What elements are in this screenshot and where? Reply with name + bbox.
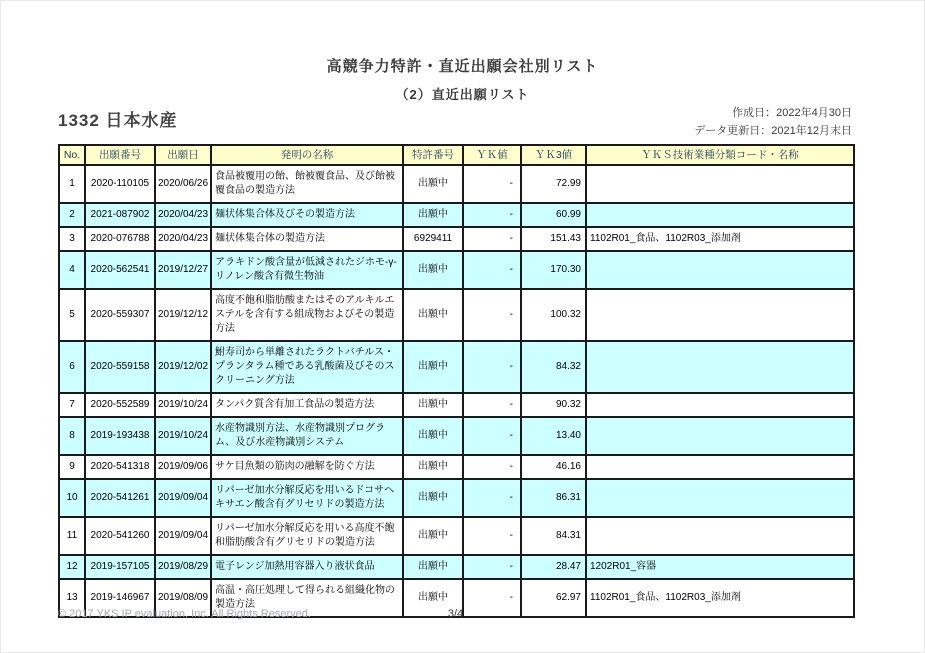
patent-number-cell: 出願中 [403, 165, 463, 203]
invention-title-cell: アラキドン酸含量が低減されたジホモ-γ-リノレン酸含有微生物油 [211, 251, 403, 289]
application-number-cell: 2021-087902 [85, 203, 155, 227]
yk-value-cell: - [463, 555, 521, 579]
column-header-application-number: 出願番号 [85, 145, 155, 165]
column-header-application-date: 出願日 [155, 145, 211, 165]
application-date-cell: 2019/08/09 [155, 579, 211, 617]
invention-title-cell: リパーゼ加水分解反応を用いるドコサヘキサエン酸含有グリセリドの製造方法 [211, 479, 403, 517]
yk-value-cell: - [463, 227, 521, 251]
category-cell [586, 165, 854, 203]
column-header-yk3-value: ＹＫ3値 [521, 145, 586, 165]
application-date-cell: 2020/04/23 [155, 203, 211, 227]
application-number-cell: 2020-559158 [85, 341, 155, 393]
row-number-cell: 11 [59, 517, 85, 555]
patent-row [59, 555, 854, 579]
patent-row [59, 455, 854, 479]
row-number-cell: 8 [59, 417, 85, 455]
invention-title-cell: サケ目魚類の筋肉の融解を防ぐ方法 [211, 455, 403, 479]
company-heading: 1332 日本水産 [58, 111, 178, 130]
page-subtitle: （2）直近出願リスト [395, 87, 530, 102]
yk-value-cell: - [463, 251, 521, 289]
application-number-cell: 2019-193438 [85, 417, 155, 455]
invention-title-cell: 高度不飽和脂肪酸またはそのアルキルエステルを含有する組成物およびその製造方法 [211, 289, 403, 341]
row-number-cell: 5 [59, 289, 85, 341]
yk-value-cell: - [463, 517, 521, 555]
patent-row [59, 479, 854, 517]
application-number-cell: 2019-157105 [85, 555, 155, 579]
category-cell [586, 455, 854, 479]
yk3-value-cell: 170.30 [521, 251, 586, 289]
column-header-patent-number: 特許番号 [403, 145, 463, 165]
yk-value-cell: - [463, 165, 521, 203]
patent-row [59, 393, 854, 417]
page-number: 3/4 [447, 608, 464, 620]
patent-row [59, 341, 854, 393]
invention-title-cell: タンパク質含有加工食品の製造方法 [211, 393, 403, 417]
yk3-value-cell: 151.43 [521, 227, 586, 251]
yk3-value-cell: 72.99 [521, 165, 586, 203]
patent-number-cell: 出願中 [403, 517, 463, 555]
application-number-cell: 2020-541318 [85, 455, 155, 479]
patent-number-cell: 出願中 [403, 479, 463, 517]
column-header-yk-value: ＹＫ値 [463, 145, 521, 165]
yk-value-cell: - [463, 417, 521, 455]
application-number-cell: 2020-541261 [85, 479, 155, 517]
yk-value-cell: - [463, 289, 521, 341]
page-title: 高競争力特許・直近出願会社別リスト [326, 58, 599, 75]
row-number-cell: 9 [59, 455, 85, 479]
row-number-cell: 12 [59, 555, 85, 579]
application-number-cell: 2020-076788 [85, 227, 155, 251]
category-cell [586, 289, 854, 341]
yk-value-cell: - [463, 203, 521, 227]
yk3-value-cell: 46.16 [521, 455, 586, 479]
application-number-cell: 2020-110105 [85, 165, 155, 203]
patent-row [59, 227, 854, 251]
yk3-value-cell: 84.31 [521, 517, 586, 555]
yk3-value-cell: 100.32 [521, 289, 586, 341]
patent-row [59, 165, 854, 203]
application-date-cell: 2019/09/04 [155, 517, 211, 555]
yk3-value-cell: 62.97 [521, 579, 586, 617]
application-number-cell: 2020-559307 [85, 289, 155, 341]
yk3-value-cell: 28.47 [521, 555, 586, 579]
patent-number-cell: 出願中 [403, 289, 463, 341]
yk3-value-cell: 60.99 [521, 203, 586, 227]
patent-number-cell: 出願中 [403, 555, 463, 579]
category-cell: 1102R01_食品、1102R03_添加剤 [586, 579, 854, 617]
yk-value-cell: - [463, 579, 521, 617]
row-number-cell: 7 [59, 393, 85, 417]
application-date-cell: 2019/09/06 [155, 455, 211, 479]
invention-title-cell: 麺状体集合体及びその製造方法 [211, 203, 403, 227]
patent-number-cell: 出願中 [403, 579, 463, 617]
yk3-value-cell: 84.32 [521, 341, 586, 393]
invention-title-cell: 高温・高圧処理して得られる組織化物の製造方法 [211, 579, 403, 617]
application-number-cell: 2020-541260 [85, 517, 155, 555]
row-number-cell: 6 [59, 341, 85, 393]
category-cell [586, 517, 854, 555]
patent-number-cell: 出願中 [403, 455, 463, 479]
yk-value-cell: - [463, 341, 521, 393]
patent-row [59, 289, 854, 341]
row-number-cell: 10 [59, 479, 85, 517]
yk-value-cell: - [463, 479, 521, 517]
category-cell [586, 479, 854, 517]
patent-number-cell: 出願中 [403, 203, 463, 227]
row-number-cell: 2 [59, 203, 85, 227]
application-date-cell: 2019/10/24 [155, 417, 211, 455]
yk-value-cell: - [463, 455, 521, 479]
column-header-invention-title: 発明の名称 [211, 145, 403, 165]
patent-number-cell: 6929411 [403, 227, 463, 251]
invention-title-cell: リパーゼ加水分解反応を用いる高度不飽和脂肪酸含有グリセリドの製造方法 [211, 517, 403, 555]
category-cell [586, 341, 854, 393]
report-meta [694, 104, 852, 140]
patent-number-cell: 出願中 [403, 251, 463, 289]
application-number-cell: 2020-552589 [85, 393, 155, 417]
row-number-cell: 3 [59, 227, 85, 251]
column-header-category-code: ＹＫＳ技術業種分類コード・名称 [586, 145, 854, 165]
application-date-cell: 2019/09/04 [155, 479, 211, 517]
table-header [59, 145, 854, 165]
application-date-cell: 2019/08/29 [155, 555, 211, 579]
invention-title-cell: 麺状体集合体の製造方法 [211, 227, 403, 251]
row-number-cell: 13 [59, 579, 85, 617]
category-cell: 1102R01_食品、1102R03_添加剤 [586, 227, 854, 251]
patent-number-cell: 出願中 [403, 417, 463, 455]
row-number-cell: 1 [59, 165, 85, 203]
invention-title-cell: 鮒寿司から単離されたラクトバチルス・プランタラム種である乳酸菌及びそのスクリーニング方法 [211, 341, 403, 393]
application-date-cell: 2020/06/26 [155, 165, 211, 203]
invention-title-cell: 食品被覆用の飴、飴被覆食品、及び飴被覆食品の製造方法 [211, 165, 403, 203]
patent-list-table [58, 144, 855, 618]
created-date: 作成日：2022年4月30日 [732, 107, 852, 119]
yk-value-cell: - [463, 393, 521, 417]
invention-title-cell: 水産物識別方法、水産物識別プログラム、及び水産物識別システム [211, 417, 403, 455]
application-number-cell: 2019-146967 [85, 579, 155, 617]
category-cell: 1202R01_容器 [586, 555, 854, 579]
application-number-cell: 2020-562541 [85, 251, 155, 289]
application-date-cell: 2019/12/12 [155, 289, 211, 341]
patent-number-cell: 出願中 [403, 393, 463, 417]
patent-number-cell: 出願中 [403, 341, 463, 393]
category-cell [586, 417, 854, 455]
yk3-value-cell: 13.40 [521, 417, 586, 455]
patent-row [59, 417, 854, 455]
patent-row [59, 203, 854, 227]
patent-table-body [59, 165, 854, 617]
patent-row [59, 517, 854, 555]
application-date-cell: 2019/10/24 [155, 393, 211, 417]
application-date-cell: 2019/12/02 [155, 341, 211, 393]
yk3-value-cell: 90.32 [521, 393, 586, 417]
application-date-cell: 2019/12/27 [155, 251, 211, 289]
yk3-value-cell: 86.31 [521, 479, 586, 517]
category-cell [586, 251, 854, 289]
application-date-cell: 2020/04/23 [155, 227, 211, 251]
invention-title-cell: 電子レンジ加熱用容器入り液状食品 [211, 555, 403, 579]
page-footer [58, 608, 853, 620]
category-cell [586, 393, 854, 417]
column-header-no: No. [59, 145, 85, 165]
copyright-text: © 2017 YKS IP evaluation, Inc. All Rights Reserved. [58, 608, 311, 620]
patent-row [59, 251, 854, 289]
row-number-cell: 4 [59, 251, 85, 289]
category-cell [586, 203, 854, 227]
data-updated-date: データ更新日：2021年12月末日 [694, 125, 852, 137]
